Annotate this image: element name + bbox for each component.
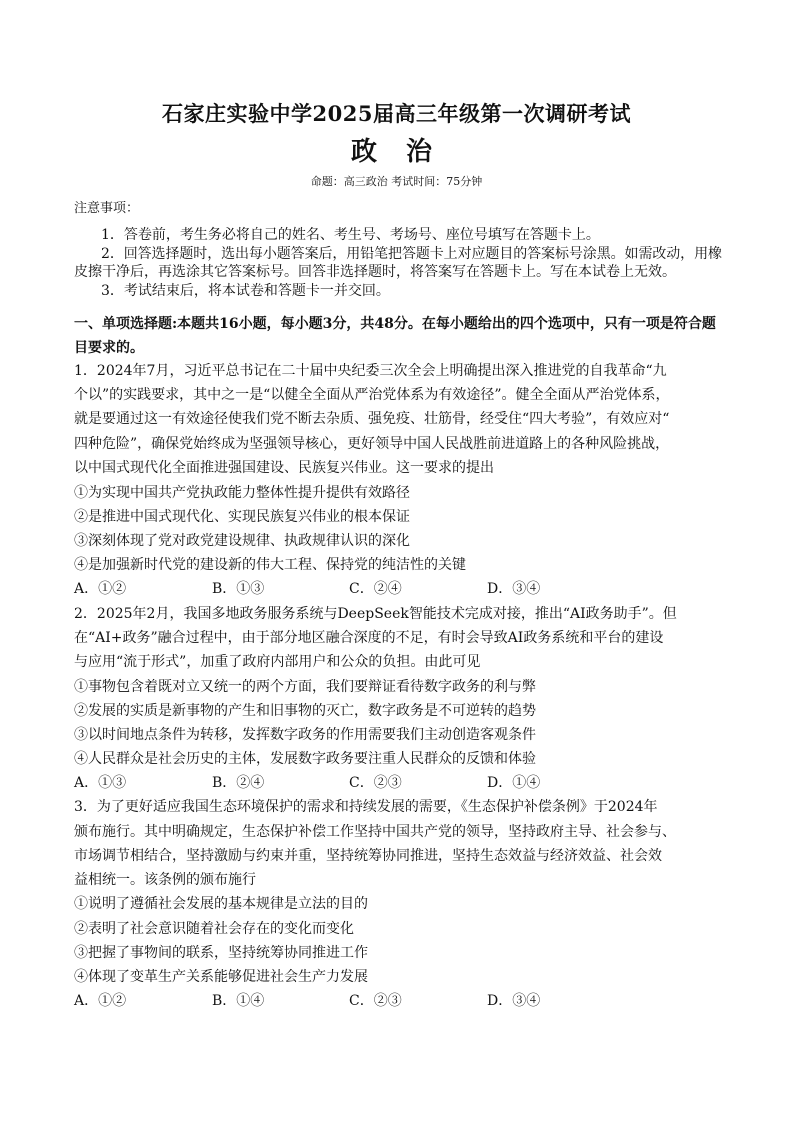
section-heading: 一、单项选择题:本题共16小题，每小题3分，共48分。在每小题给出的四个选项中，只有一项是符合题 — [74, 316, 716, 332]
question-stem-line: 市场调节相结合，坚持激励与约束并重，坚持统筹协同推进，坚持生态效益与经济效益、社会效 — [74, 848, 662, 864]
question-stem-line: 个以”的实践要求，其中之一是“以健全全面从严治党体系为有效途径”。健全全面从严治党体系， — [74, 387, 670, 403]
statement: ④体现了变革生产关系能够促进社会生产力发展 — [74, 969, 368, 985]
question-stem-line: 四种危险”，确保党始终成为坚强领导核心，更好领导中国人民战胜前进道路上的各种风险挑战， — [74, 436, 670, 452]
statement: ①说明了遵循社会发展的基本规律是立法的目的 — [74, 896, 368, 912]
statement: ②发展的实质是新事物的产生和旧事物的灭亡，数字政务是不可逆转的趋势 — [74, 703, 536, 719]
notice-item: 1．答卷前，考生务必将自己的姓名、考生号、考场号、座位号填写在答题卡上。 — [101, 227, 600, 243]
statement: ①为实现中国共产党执政能力整体性提升提供有效路径 — [74, 485, 410, 501]
subject-title: 政 治 — [350, 137, 443, 167]
question-stem-line: 以中国式现代化全面推进强国建设、民族复兴伟业。这一要求的提出 — [74, 460, 494, 476]
option-d: D．③④ — [487, 993, 541, 1009]
notice-item: 3．考试结束后，将本试卷和答题卡一并交回。 — [101, 283, 390, 299]
option-d: D．①④ — [487, 775, 541, 791]
statement: ④人民群众是社会历史的主体，发展数字政务要注重人民群众的反馈和体验 — [74, 751, 536, 767]
option-a: A．①② — [74, 993, 127, 1009]
statement: ④是加强新时代党的建设新的伟大工程、保持党的纯洁性的关键 — [74, 557, 466, 573]
question-stem-line: 2．2025年2月，我国多地政务服务系统与DeepSeek智能技术完成对接，推出“AI政务助手”。但 — [74, 606, 677, 622]
question-stem-line: 就是要通过这一有效途径使我们党不断去杂质、强免疫、壮筋骨，经受住“四大考验”，有效应对“ — [74, 411, 670, 427]
option-a: A．①② — [74, 581, 127, 597]
option-b: B．①④ — [212, 993, 265, 1009]
question-stem-line: 与应用“流于形式”，加重了政府内部用户和公众的负担。由此可见 — [74, 654, 481, 670]
question-stem-line: 3．为了更好适应我国生态环境保护的需求和持续发展的需要，《生态保护补偿条例》于2024年 — [74, 799, 658, 815]
option-a: A．①③ — [74, 775, 127, 791]
question-stem-line: 1．2024年7月，习近平总书记在二十届中央纪委三次全会上明确提出深入推进党的自我革命“九 — [74, 363, 667, 379]
statement: ①事物包含着既对立又统一的两个方面，我们要辩证看待数字政务的利与弊 — [74, 679, 536, 695]
notice-item: 皮擦干净后，再选涂其它答案标号。回答非选择题时，将答案写在答题卡上。写在本试卷上无效。 — [74, 264, 676, 280]
statement: ③以时间地点条件为转移，发挥数字政务的作用需要我们主动创造客观条件 — [74, 727, 536, 743]
notice-item: 2．回答选择题时，选出每小题答案后，用铅笔把答题卡上对应题目的答案标号涂黑。如需改动，用橡 — [101, 246, 722, 262]
notice-heading: 注意事项： — [74, 201, 140, 216]
question-stem-line: 颁布施行。其中明确规定，生态保护补偿工作坚持中国共产党的领导，坚持政府主导、社会参与、 — [74, 824, 676, 840]
option-c: C．②③ — [349, 993, 402, 1009]
question-stem-line: 益相统一。该条例的颁布施行 — [74, 872, 256, 888]
option-d: D．③④ — [487, 581, 541, 597]
exam-meta: 命题：高三政治 考试时间：75分钟 — [310, 175, 483, 188]
statement: ②表明了社会意识随着社会存在的变化而变化 — [74, 921, 354, 937]
option-b: B．②④ — [212, 775, 265, 791]
statement: ③深刻体现了党对政党建设规律、执政规律认识的深化 — [74, 533, 410, 549]
option-b: B．①③ — [212, 581, 265, 597]
statement: ②是推进中国式现代化、实现民族复兴伟业的根本保证 — [74, 509, 410, 525]
question-stem-line: 在“AI+政务”融合过程中，由于部分地区融合深度的不足，有时会导致AI政务系统和平台的建设 — [74, 630, 664, 646]
exam-title: 石家庄实验中学2025届高三年级第一次调研考试 — [162, 101, 631, 126]
option-c: C．②③ — [349, 775, 402, 791]
section-heading-cont: 目要求的。 — [74, 340, 144, 356]
statement: ③把握了事物间的联系，坚持统筹协同推进工作 — [74, 945, 368, 961]
option-c: C．②④ — [349, 581, 402, 597]
